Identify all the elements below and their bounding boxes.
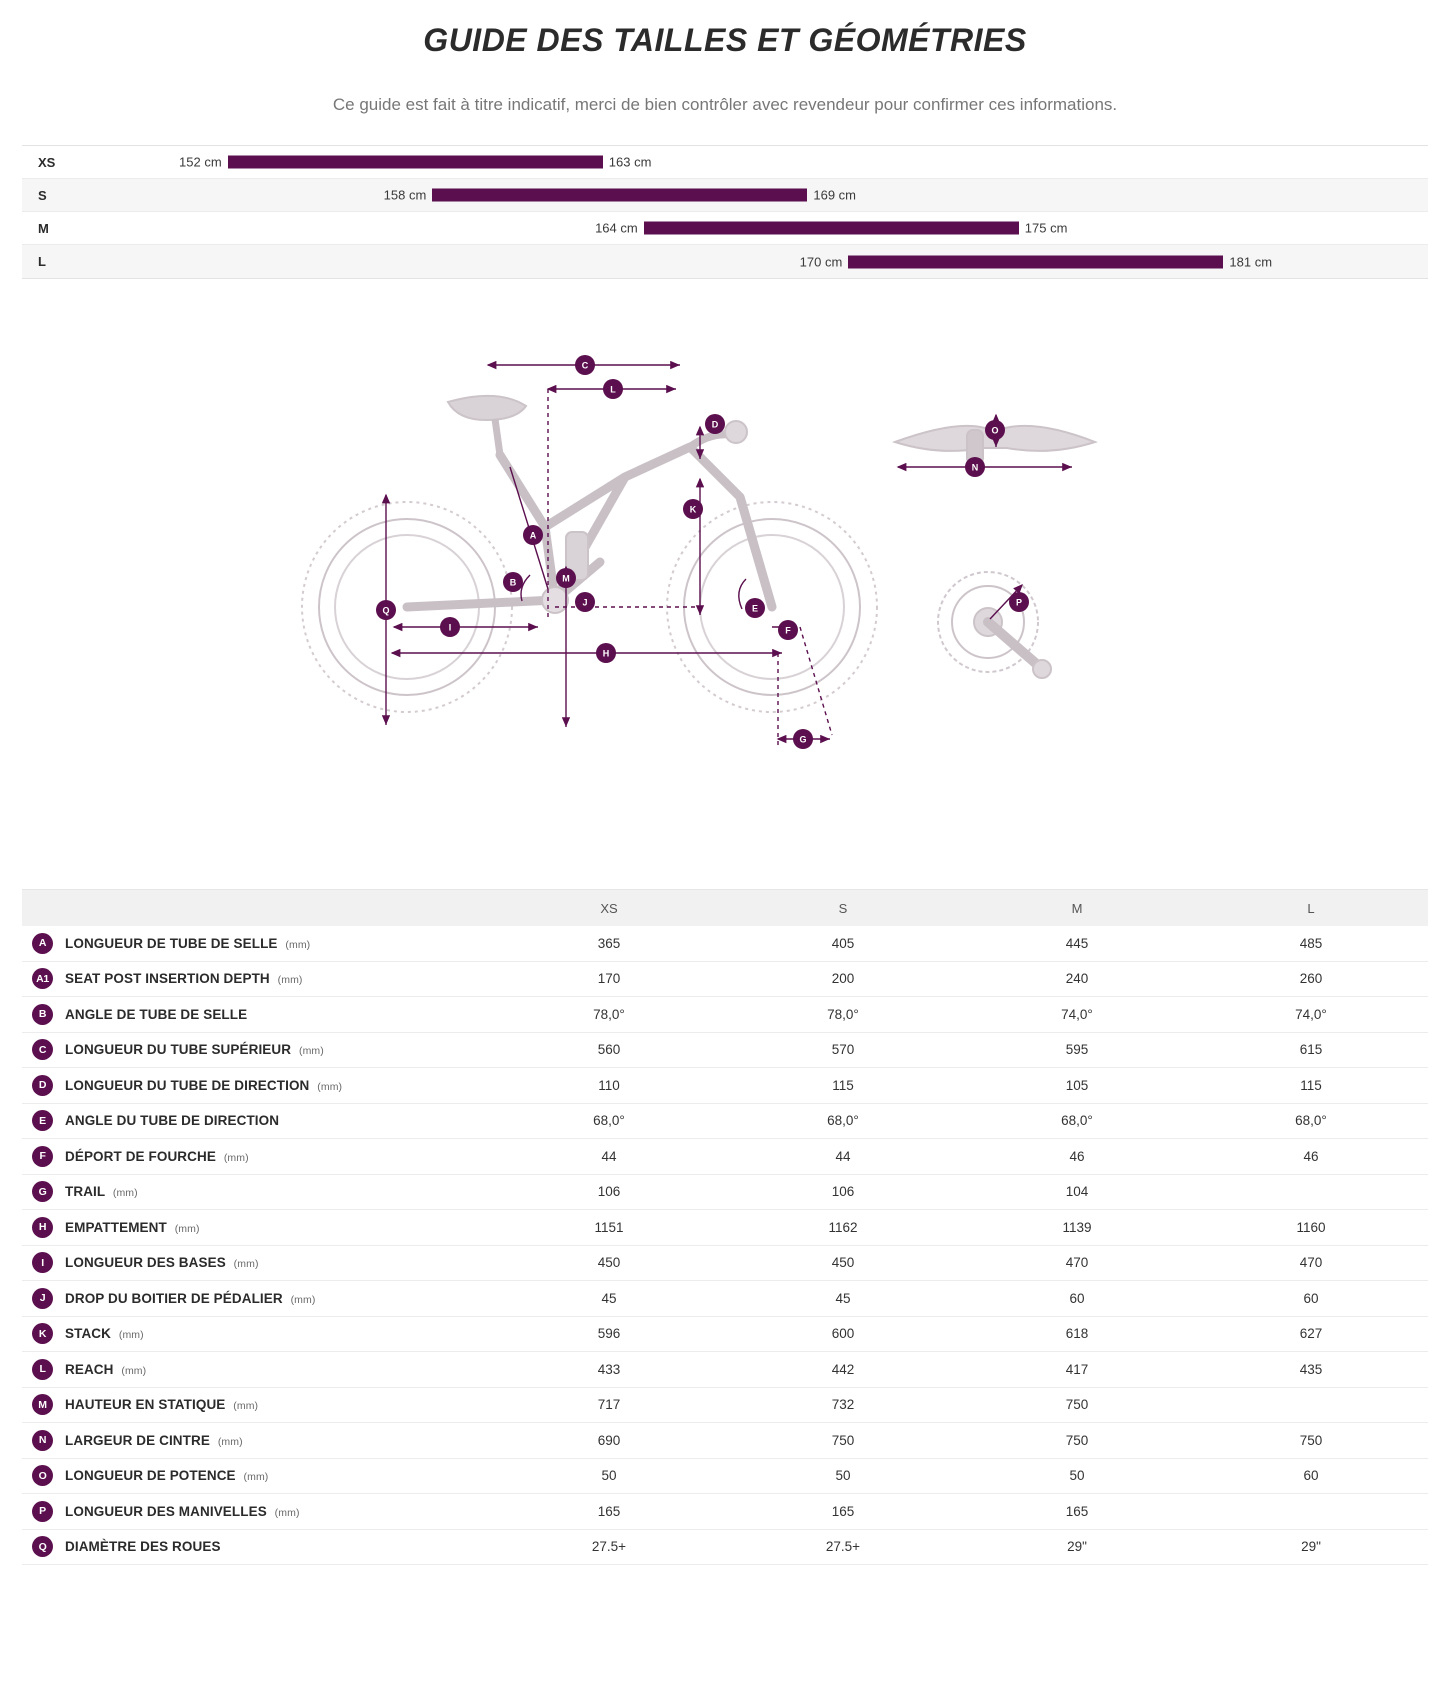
geometry-row-label — [22, 1536, 492, 1557]
size-bar-fill — [848, 255, 1223, 268]
geometry-value: 365 — [597, 935, 621, 951]
geometry-row-label — [22, 1146, 492, 1167]
geometry-value: 60 — [1303, 1290, 1319, 1306]
table-row — [22, 1104, 1428, 1140]
geometry-value: 45 — [835, 1290, 851, 1306]
geometry-value: 596 — [597, 1326, 621, 1342]
size-bar-fill — [432, 189, 807, 202]
size-min-value: 158 cm — [383, 187, 427, 203]
geometry-unit: (mm) — [233, 1258, 259, 1271]
size-bar — [64, 179, 1428, 212]
crankset-view — [938, 572, 1051, 678]
geometry-value: 74,0° — [1061, 1006, 1093, 1022]
geometry-col-size: S — [838, 900, 848, 916]
callout-badge-p: P — [32, 1501, 53, 1522]
callout-badge-j: J — [32, 1288, 53, 1309]
callout-badge-q: Q — [32, 1536, 53, 1557]
table-row — [22, 1210, 1428, 1246]
geometry-measure-name: LONGUEUR DES BASES (mm) — [65, 1255, 259, 1271]
geometry-value: 750 — [1299, 1432, 1323, 1448]
geometry-measure-name: LONGUEUR DU TUBE SUPÉRIEUR (mm) — [65, 1042, 324, 1058]
size-min-value: 164 cm — [595, 220, 638, 236]
geometry-col-size: L — [1307, 900, 1315, 916]
size-label: S — [38, 187, 47, 203]
geometry-value: 618 — [1065, 1326, 1089, 1342]
size-row — [22, 146, 1428, 179]
geometry-measure-name: SEAT POST INSERTION DEPTH (mm) — [65, 971, 303, 987]
callout-badge-n: N — [32, 1430, 53, 1451]
geometry-measure-name: DIAMÈTRE DES ROUES — [65, 1539, 221, 1555]
geometry-value: 104 — [1065, 1184, 1089, 1200]
size-bar-fill — [644, 222, 1019, 235]
callout-badge-h: H — [32, 1217, 53, 1238]
table-row — [22, 1139, 1428, 1175]
geometry-measure-name: LARGEUR DE CINTRE (mm) — [65, 1432, 243, 1448]
geometry-value: 600 — [831, 1326, 855, 1342]
bike-side-view — [302, 396, 877, 712]
geometry-value: 435 — [1299, 1361, 1323, 1377]
geometry-unit: (mm) — [298, 1045, 324, 1058]
geometry-row-label — [22, 968, 492, 989]
geometry-value: 750 — [831, 1432, 855, 1448]
dimension-lines — [386, 365, 1072, 745]
geometry-value: 470 — [1299, 1255, 1323, 1271]
geometry-unit: (mm) — [290, 1293, 316, 1306]
geometry-row-label — [22, 1501, 492, 1522]
geometry-measure-name: LONGUEUR DU TUBE DE DIRECTION (mm) — [65, 1077, 343, 1093]
callout-badge-g: G — [32, 1181, 53, 1202]
geometry-row-label — [22, 1288, 492, 1309]
geometry-value: 44 — [601, 1148, 617, 1164]
geometry-row-label — [22, 1110, 492, 1131]
geometry-unit: (mm) — [174, 1222, 200, 1235]
callout-badge-e: E — [32, 1110, 53, 1131]
callout-badge-a: A — [32, 933, 53, 954]
geometry-value: 27.5+ — [825, 1539, 861, 1555]
table-row — [22, 1388, 1428, 1424]
table-row — [22, 1317, 1428, 1353]
geometry-value: 627 — [1299, 1326, 1323, 1342]
geometry-row-label — [22, 1181, 492, 1202]
geometry-value: 46 — [1069, 1148, 1085, 1164]
geometry-value: 442 — [831, 1361, 855, 1377]
page-title: GUIDE DES TAILLES ET GÉOMÉTRIES — [423, 22, 1027, 58]
geometry-value: 450 — [831, 1255, 855, 1271]
geometry-value: 29" — [1067, 1539, 1087, 1555]
geometry-value: 405 — [831, 935, 855, 951]
callout-badge-c: C — [32, 1039, 53, 1060]
geometry-value: 68,0° — [827, 1113, 859, 1129]
geometry-unit: (mm) — [217, 1435, 243, 1448]
size-row — [22, 212, 1428, 245]
geometry-value: 750 — [1065, 1432, 1089, 1448]
table-row — [22, 962, 1428, 998]
geometry-value: 60 — [1069, 1290, 1085, 1306]
geometry-table-header — [22, 890, 1428, 926]
callout-badge-m: M — [32, 1394, 53, 1415]
geometry-unit: (mm) — [233, 1400, 259, 1413]
geometry-value: 50 — [835, 1468, 851, 1484]
geometry-measure-name: ANGLE DE TUBE DE SELLE — [65, 1006, 248, 1022]
bike-geometry-diagram — [0, 327, 1450, 847]
geometry-value: 78,0° — [593, 1006, 625, 1022]
geometry-value: 470 — [1065, 1255, 1089, 1271]
table-row — [22, 997, 1428, 1033]
svg-text:D: D — [711, 419, 719, 430]
geometry-col-size: XS — [600, 900, 618, 916]
geometry-value: 750 — [1065, 1397, 1089, 1413]
geometry-unit: (mm) — [243, 1471, 269, 1484]
geometry-value: 165 — [1065, 1503, 1089, 1519]
geometry-value: 260 — [1299, 971, 1323, 987]
geometry-value: 732 — [831, 1397, 855, 1413]
svg-text:E: E — [751, 603, 759, 614]
geometry-measure-name: STACK (mm) — [65, 1326, 144, 1342]
size-bar — [64, 245, 1428, 278]
geometry-unit: (mm) — [317, 1080, 343, 1093]
geometry-measure-name: TRAIL (mm) — [65, 1184, 138, 1200]
geometry-value: 1160 — [1296, 1219, 1326, 1235]
geometry-value: 68,0° — [1295, 1113, 1327, 1129]
size-max-value: 181 cm — [1229, 254, 1273, 269]
geometry-value: 200 — [831, 971, 855, 987]
callout-badge-a1: A1 — [32, 968, 53, 989]
svg-text:C: C — [581, 360, 589, 371]
svg-text:L: L — [610, 384, 616, 395]
geometry-value: 44 — [835, 1148, 851, 1164]
geometry-value: 110 — [598, 1077, 620, 1093]
geometry-measure-name: REACH (mm) — [65, 1361, 147, 1377]
geometry-value: 50 — [601, 1468, 617, 1484]
geometry-unit: (mm) — [121, 1364, 147, 1377]
callout-badge-l: L — [32, 1359, 53, 1380]
table-row — [22, 1281, 1428, 1317]
geometry-unit: (mm) — [285, 938, 311, 951]
geometry-unit: (mm) — [277, 974, 303, 987]
svg-text:K: K — [689, 504, 697, 515]
geometry-row-label — [22, 1004, 492, 1025]
size-label: XS — [38, 154, 56, 170]
table-row — [22, 1068, 1428, 1104]
geometry-row-label — [22, 1039, 492, 1060]
geometry-value: 717 — [597, 1397, 621, 1413]
geometry-value: 485 — [1299, 935, 1323, 951]
callout-badge-d: D — [32, 1075, 53, 1096]
size-min-value: 170 cm — [799, 254, 843, 269]
geometry-value: 74,0° — [1295, 1006, 1327, 1022]
size-row — [22, 245, 1428, 278]
size-bar — [64, 146, 1428, 179]
callout-badge-b: B — [32, 1004, 53, 1025]
table-row — [22, 1494, 1428, 1530]
svg-text:I: I — [448, 622, 452, 633]
geometry-table — [22, 889, 1428, 1565]
geometry-row-label — [22, 1217, 492, 1238]
svg-text:O: O — [991, 425, 999, 436]
geometry-measure-name: LONGUEUR DES MANIVELLES (mm) — [65, 1503, 300, 1519]
geometry-value: 1151 — [594, 1219, 624, 1235]
callout-badge-o: O — [32, 1465, 53, 1486]
table-row — [22, 1175, 1428, 1211]
geometry-value: 240 — [1065, 971, 1089, 987]
geometry-value: 45 — [601, 1290, 617, 1306]
geometry-value: 595 — [1065, 1042, 1089, 1058]
size-min-value: 152 cm — [179, 154, 222, 170]
geometry-value: 60 — [1303, 1468, 1319, 1484]
geometry-value: 29" — [1301, 1539, 1321, 1555]
geometry-measure-name: DÉPORT DE FOURCHE (mm) — [65, 1148, 249, 1164]
svg-text:B: B — [509, 577, 517, 588]
svg-text:M: M — [562, 573, 570, 584]
geometry-unit: (mm) — [118, 1329, 144, 1342]
geometry-value: 165 — [831, 1503, 855, 1519]
callout-badge-i: I — [32, 1252, 53, 1273]
geometry-value: 445 — [1065, 935, 1089, 951]
size-max-value: 169 cm — [813, 187, 857, 203]
geometry-value: 433 — [597, 1361, 621, 1377]
svg-text:P: P — [1015, 597, 1023, 608]
svg-text:F: F — [785, 625, 791, 636]
geometry-value: 615 — [1299, 1042, 1323, 1058]
geometry-row-label — [22, 1430, 492, 1451]
geometry-row-label — [22, 1323, 492, 1344]
geometry-row-label — [22, 1394, 492, 1415]
table-row — [22, 926, 1428, 962]
geometry-value: 106 — [597, 1184, 621, 1200]
svg-text:A: A — [529, 530, 537, 541]
svg-text:H: H — [602, 648, 610, 659]
geometry-measure-name: HAUTEUR EN STATIQUE (mm) — [65, 1397, 259, 1413]
size-max-value: 163 cm — [608, 154, 652, 170]
callout-badge-f: F — [32, 1146, 53, 1167]
table-row — [22, 1246, 1428, 1282]
geometry-value: 690 — [597, 1432, 621, 1448]
geometry-value: 115 — [832, 1077, 854, 1093]
size-bar — [64, 212, 1428, 245]
callout-badge-k: K — [32, 1323, 53, 1344]
geometry-value: 115 — [1300, 1077, 1322, 1093]
geometry-col-size: M — [1071, 900, 1083, 916]
geometry-measure-name: DROP DU BOITIER DE PÉDALIER (mm) — [65, 1290, 316, 1306]
geometry-value: 105 — [1065, 1077, 1089, 1093]
geometry-value: 570 — [831, 1042, 855, 1058]
table-row — [22, 1423, 1428, 1459]
svg-text:N: N — [971, 462, 979, 473]
geometry-value: 170 — [597, 971, 621, 987]
size-geometry-guide-page — [0, 22, 1450, 1565]
geometry-value: 165 — [597, 1503, 621, 1519]
geometry-value: 27.5+ — [591, 1539, 627, 1555]
geometry-value: 46 — [1303, 1148, 1319, 1164]
geometry-row-label — [22, 933, 492, 954]
geometry-measure-name: LONGUEUR DE TUBE DE SELLE (mm) — [65, 935, 311, 951]
geometry-value: 78,0° — [827, 1006, 859, 1022]
svg-text:Q: Q — [382, 605, 390, 616]
svg-text:J: J — [582, 597, 588, 608]
table-row — [22, 1033, 1428, 1069]
size-range-table — [22, 145, 1428, 279]
geometry-row-label — [22, 1359, 492, 1380]
geometry-value: 106 — [831, 1184, 855, 1200]
geometry-row-label — [22, 1465, 492, 1486]
geometry-value: 1139 — [1062, 1219, 1092, 1235]
geometry-value: 68,0° — [593, 1113, 625, 1129]
size-label: M — [38, 220, 49, 236]
geometry-value: 50 — [1069, 1468, 1085, 1484]
geometry-row-label — [22, 1075, 492, 1096]
size-row — [22, 179, 1428, 212]
svg-text:G: G — [799, 734, 807, 745]
geometry-row-label — [22, 1252, 492, 1273]
geometry-value: 1162 — [828, 1219, 858, 1235]
geometry-value: 417 — [1065, 1361, 1089, 1377]
geometry-measure-name: ANGLE DU TUBE DE DIRECTION — [65, 1113, 280, 1129]
size-bar-fill — [228, 156, 603, 169]
geometry-unit: (mm) — [274, 1506, 300, 1519]
page-subtitle: Ce guide est fait à titre indicatif, merci de bien contrôler avec revendeur pour confirmer ces informations. — [332, 95, 1118, 114]
geometry-table-body — [22, 926, 1428, 1565]
table-row — [22, 1530, 1428, 1566]
table-row — [22, 1352, 1428, 1388]
geometry-measure-name: EMPATTEMENT (mm) — [65, 1219, 200, 1235]
geometry-value: 68,0° — [1061, 1113, 1093, 1129]
geometry-unit: (mm) — [112, 1187, 138, 1200]
geometry-measure-name: LONGUEUR DE POTENCE (mm) — [65, 1468, 269, 1484]
geometry-value: 450 — [597, 1255, 621, 1271]
size-max-value: 175 cm — [1024, 220, 1068, 236]
table-row — [22, 1459, 1428, 1495]
geometry-value: 560 — [597, 1042, 621, 1058]
geometry-unit: (mm) — [223, 1151, 249, 1164]
size-label: L — [38, 254, 46, 269]
